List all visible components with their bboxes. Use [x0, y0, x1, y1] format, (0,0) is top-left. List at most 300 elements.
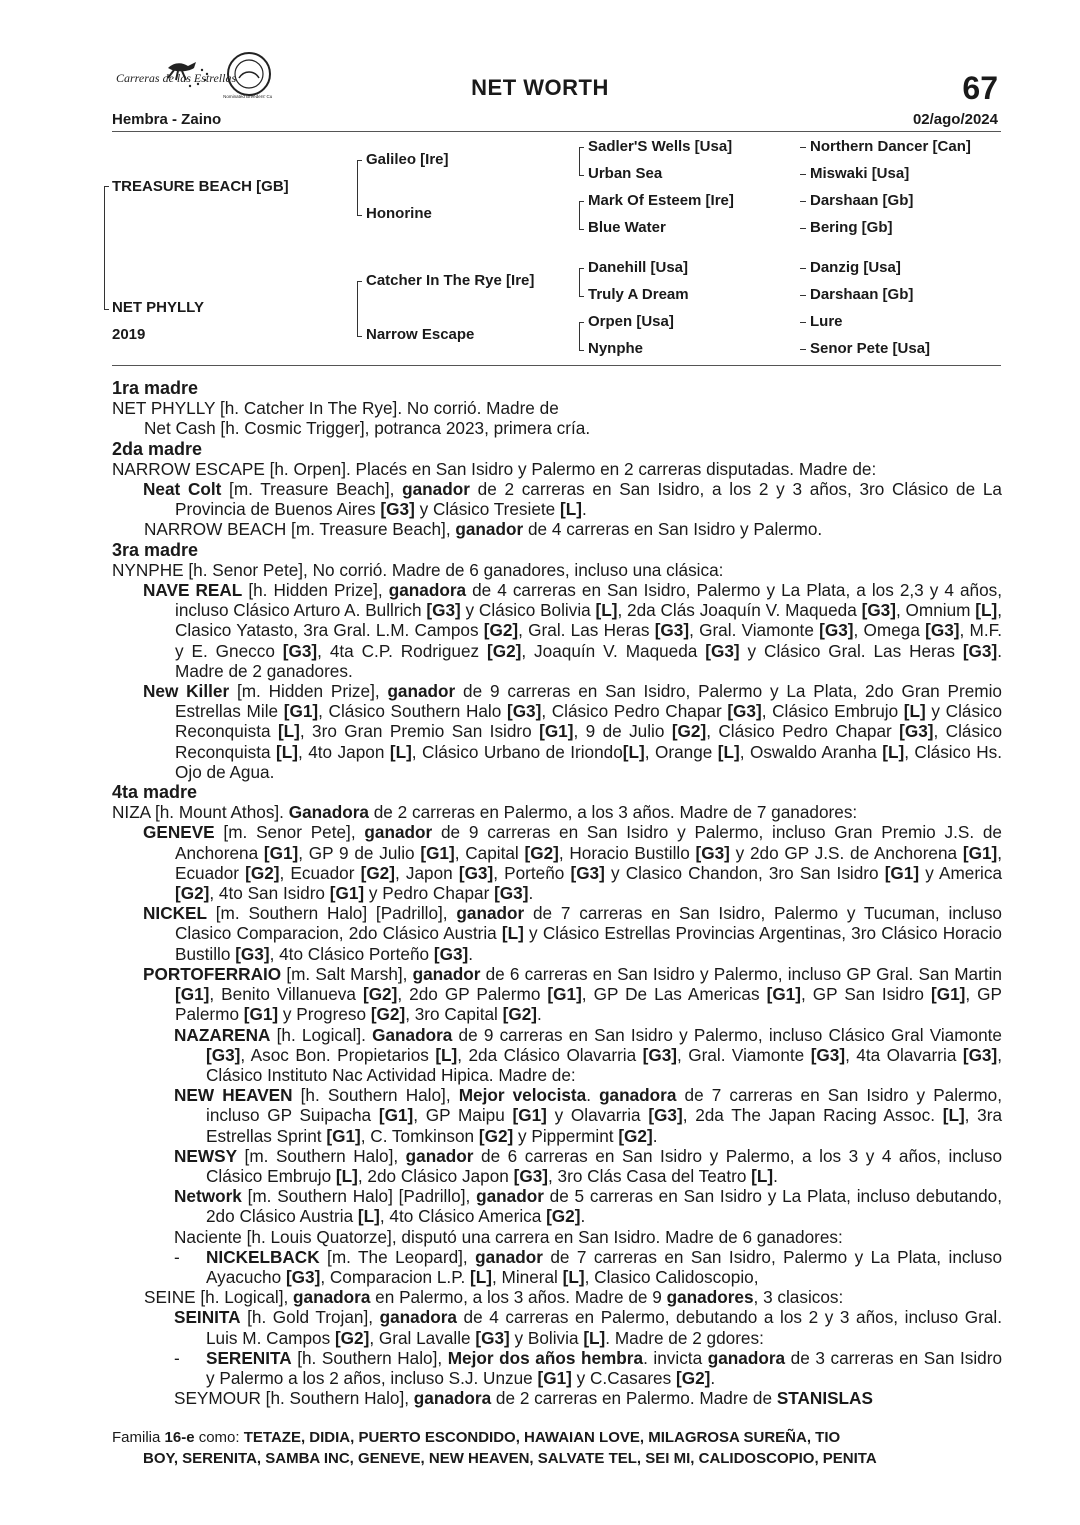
text-segment: [L] — [357, 1206, 380, 1227]
section-heading — [112, 540, 1002, 560]
text-segment: [G3] — [654, 620, 690, 641]
text-segment: SEYMOUR [h. Southern Halo], — [174, 1388, 414, 1409]
text-segment: Mejor dos años hembra — [447, 1347, 644, 1368]
text-segment: [G3] — [695, 842, 730, 863]
text-segment: de 6 carreras en San Isidro y Palermo, a los 3 y 4 años, incluso Clásico Embrujo — [206, 1145, 1002, 1186]
text-segment: Mejor velocista — [458, 1085, 587, 1106]
text-segment: , Clásico Instituto Nac Actividad Hipica. Madre de: — [206, 1044, 1002, 1085]
text-segment: [G1] — [539, 721, 574, 742]
text-segment: 2da madre — [112, 438, 203, 459]
text-segment: , 4ta Olavarria — [845, 1044, 963, 1065]
dash-g4-2 — [800, 174, 806, 175]
text-segment: [G2] — [671, 721, 707, 742]
text-segment: de 9 carreras en San Isidro y Palermo, incluso Clásico Gral Viamonte — [452, 1024, 1002, 1045]
text-segment: [G1] — [930, 984, 966, 1005]
text-segment: [G3] — [705, 640, 740, 661]
text-segment: de 2 carreras en Palermo. Madre de — [491, 1388, 777, 1409]
text-segment: , 4to San Isidro — [209, 883, 330, 904]
list-dash: - — [174, 1246, 180, 1267]
text-segment: ganador — [456, 903, 525, 924]
pedigree-divider — [112, 365, 1001, 366]
text-segment: . — [652, 1125, 658, 1146]
pedigree-g4-6: Darshaan [Gb] — [810, 286, 914, 303]
text-segment: , Benito Villanueva — [209, 984, 363, 1005]
text-segment: [G1] — [420, 842, 455, 863]
text-segment: , GP De Las Americas — [581, 984, 767, 1005]
text-segment: Naciente [h. Louis Quatorze], disputó una carrera en San Isidro. Madre de 6 ganadores: — [174, 1226, 843, 1247]
section-heading — [112, 439, 1002, 459]
text-segment: , GP 9 de Julio — [298, 842, 421, 863]
text-segment: [G2] — [245, 862, 280, 883]
dash-g4-4 — [800, 228, 806, 229]
text-segment: TETAZE, DIDIA, PUERTO ESCONDIDO, HAWAIAN LOVE, MILAGROSA SUREÑA, TIO — [243, 1429, 841, 1446]
text-segment: [G2] — [360, 862, 395, 883]
text-segment: en Palermo, a los 3 años. Madre de 9 — [370, 1287, 667, 1308]
text-segment: [G3] — [810, 1044, 846, 1065]
text-segment: [G2] — [618, 1125, 653, 1146]
paragraph — [112, 1307, 1002, 1347]
text-segment: ganador — [387, 681, 456, 702]
text-segment: ganadora — [379, 1307, 457, 1328]
text-segment: , 3ro Gran Premio San Isidro — [299, 721, 540, 742]
text-segment: [G1] — [263, 842, 299, 863]
text-segment: [G2] — [334, 1327, 370, 1348]
page-title: NET WORTH — [471, 75, 609, 100]
text-segment: SEINITA — [174, 1307, 241, 1328]
text-segment: , GP Maipu — [413, 1105, 513, 1126]
paragraph — [112, 1227, 1002, 1247]
text-segment: [G2] — [524, 842, 559, 863]
header-divider — [112, 131, 1001, 132]
text-segment: [G3] — [570, 862, 605, 883]
sale-date: 02/ago/2024 — [912, 111, 998, 128]
text-segment: y 2do GP J.S. de Anchorena — [729, 842, 963, 863]
text-segment: , GP Palermo — [175, 984, 1002, 1025]
text-segment: ganadores — [666, 1287, 754, 1308]
text-segment: [G3] — [433, 943, 469, 964]
text-segment: [L] — [562, 1266, 585, 1287]
text-segment: [G3] — [206, 1044, 241, 1065]
text-segment: y Bolivia — [509, 1327, 584, 1348]
text-segment: [G2] — [483, 620, 519, 641]
text-segment: [G2] — [546, 1206, 581, 1227]
text-segment: [L] — [751, 1165, 774, 1186]
family-line-1 — [112, 1427, 1001, 1448]
text-segment: , 9 de Julio — [573, 721, 672, 742]
pedigree-g4-8: Senor Pete [Usa] — [810, 340, 931, 357]
text-segment: Ganadora — [288, 802, 369, 823]
text-segment: ganador — [364, 822, 433, 843]
text-segment: y Clásico Tresiete — [414, 499, 560, 520]
text-segment: [L] — [717, 741, 740, 762]
pedigree-dam-year: 2019 — [112, 326, 146, 343]
text-segment: [L] — [882, 741, 905, 762]
text-segment: NEW HEAVEN — [174, 1085, 293, 1106]
text-segment: ganador — [455, 519, 524, 540]
paragraph — [112, 519, 1002, 539]
text-segment: [m. Salt Marsh], — [281, 963, 413, 984]
text-segment: de 3 carreras en San Isidro y Palermo a los 2 años, incluso S.J. Unzue — [206, 1347, 1002, 1388]
pedigree-g3-7: Orpen [Usa] — [588, 313, 674, 330]
text-segment: [L] — [276, 741, 298, 762]
text-segment: , Gral. Viamonte — [689, 620, 820, 641]
text-segment: [m. Senor Pete], — [214, 822, 365, 843]
text-segment: de 4 carreras en San Isidro y Palermo. — [523, 519, 823, 540]
text-segment: ganadora — [413, 1388, 492, 1409]
text-segment: , Japon — [394, 862, 459, 883]
text-segment: , Omnium — [895, 600, 976, 621]
bracket-gen3-c — [579, 268, 584, 297]
text-segment: [G1] — [283, 701, 319, 722]
text-segment: , Asoc Bon. Propietarios — [240, 1044, 436, 1065]
text-segment: Familia — [112, 1429, 165, 1446]
text-segment: [G1] — [175, 984, 210, 1005]
text-segment: y C.Casares — [571, 1367, 676, 1388]
text-segment: NIZA [h. Mount Athos]. — [112, 802, 289, 823]
family-line-2 — [112, 1448, 1001, 1469]
text-segment: GENEVE — [143, 822, 215, 843]
pedigree-g4-2: Miswaki [Usa] — [810, 165, 910, 182]
text-segment: de 7 carreras en San Isidro, Palermo y La Plata, incluso Ayacucho — [206, 1246, 1003, 1287]
paragraph — [112, 1085, 1002, 1146]
bracket-gen2-b — [357, 281, 362, 337]
paragraph — [112, 1025, 1002, 1086]
text-segment: , Clásico Embrujo — [761, 701, 904, 722]
text-segment: [G1] — [962, 842, 998, 863]
pedigree-g3-4: Blue Water — [588, 219, 666, 236]
text-segment: [G2] — [487, 640, 522, 661]
text-segment: [L] — [389, 741, 412, 762]
text-segment: , 2da Clásico Olavarria — [457, 1044, 643, 1065]
text-segment: [L] — [975, 600, 998, 621]
pedigree-sire: TREASURE BEACH [GB] — [112, 178, 289, 195]
text-segment: . — [580, 1206, 586, 1227]
text-segment: , Clásico Pedro Chapar — [706, 721, 900, 742]
pedigree-g3-3: Mark Of Esteem [Ire] — [588, 192, 734, 209]
text-segment: ganador — [405, 1145, 474, 1166]
text-segment: de 4 carreras en San Isidro, Palermo y La Plata, a los 2,3 y 4 años, incluso Clásico Arturo A. Bullrich — [175, 580, 1003, 621]
text-segment: [G2] — [175, 883, 210, 904]
dash-g4-3 — [800, 201, 806, 202]
text-segment: [G2] — [502, 1004, 538, 1025]
pedigree-g4-4: Bering [Gb] — [810, 219, 893, 236]
bracket-gen3-d — [579, 322, 584, 351]
text-segment: y Clásico Bolivia — [460, 600, 596, 621]
text-segment: Ganadora — [372, 1024, 453, 1045]
text-segment: [G3] — [899, 721, 934, 742]
text-segment: 4ta madre — [112, 782, 198, 803]
text-segment: [G1] — [243, 1004, 279, 1025]
pedigree-g3-6: Truly A Dream — [588, 286, 689, 303]
bracket-gen3-a — [579, 147, 584, 176]
text-segment: [h. Southern Halo], — [292, 1085, 459, 1106]
text-segment: [m. Hidden Prize], — [229, 681, 388, 702]
text-segment: , Clásico Reconquista — [175, 721, 1003, 762]
text-segment: ganador — [402, 479, 470, 500]
text-segment: [L] — [501, 923, 524, 944]
text-segment: [G3] — [426, 600, 461, 621]
dash-g4-1 — [800, 147, 806, 148]
pedigree-dam: NET PHYLLY — [112, 299, 204, 316]
text-segment: y Clásico Gral. Las Heras — [739, 640, 963, 661]
text-segment: , 2do GP Palermo — [397, 984, 548, 1005]
pedigree-g2-1: Galileo [Ire] — [366, 151, 449, 168]
dash-g4-6 — [800, 295, 806, 296]
paragraph — [112, 459, 1002, 479]
text-segment: [L] — [435, 1044, 458, 1065]
text-segment: , Clasico Yatasto, 3ra Gral. L.M. Campos — [175, 600, 1003, 641]
text-segment: de 9 carreras en San Isidro y Palermo, incluso Gran Premio J.S. de Anchorena — [175, 822, 1002, 863]
paragraph — [112, 964, 1002, 1025]
text-segment: [G1] — [766, 984, 801, 1005]
text-segment: de 2 carreras en San Isidro, a los 2 y 3 años, 3ro Clásico de La Provincia de Buenos Aires — [175, 479, 1002, 520]
pedigree-g2-2: Honorine — [366, 205, 432, 222]
text-segment: , Comparacion L.P. — [320, 1266, 471, 1287]
text-segment: , 3ro Capital — [405, 1004, 503, 1025]
text-segment: , Porteño — [493, 862, 571, 883]
text-segment: NAZARENA — [174, 1024, 271, 1045]
text-segment: ganadora — [707, 1347, 786, 1368]
paragraph — [112, 1388, 1002, 1408]
text-segment: [G3] — [380, 499, 415, 520]
text-segment: , Horacio Bustillo — [558, 842, 696, 863]
paragraph — [112, 418, 1002, 438]
text-segment: . invicta — [643, 1347, 708, 1368]
text-segment: como: — [194, 1429, 244, 1446]
text-segment: . — [537, 1004, 542, 1025]
text-segment: NICKEL — [143, 903, 207, 924]
text-segment: , Gral Lavalle — [369, 1327, 476, 1348]
bracket-gen3-b — [579, 201, 584, 230]
text-segment: . Madre de 2 gdores: — [605, 1327, 764, 1348]
text-segment: [G1] — [537, 1367, 572, 1388]
pedigree-g3-1: Sadler'S Wells [Usa] — [588, 138, 733, 155]
text-segment: NEWSY — [174, 1145, 238, 1166]
text-segment: de 6 carreras en San Isidro y Palermo, incluso GP Gral. San Martin — [480, 963, 1002, 984]
text-segment: [G1] — [547, 984, 582, 1005]
text-segment: Network — [174, 1186, 242, 1207]
text-segment: [G1] — [512, 1105, 547, 1126]
text-segment: , 2do Clásico Japon — [357, 1165, 514, 1186]
text-segment: [h. Logical]. — [270, 1024, 373, 1045]
text-segment: [G3] — [819, 620, 854, 641]
pedigree-g3-8: Nynphe — [588, 340, 644, 357]
text-segment: . — [528, 883, 534, 904]
text-segment: [L] — [595, 600, 618, 621]
text-segment: . — [586, 1085, 600, 1106]
text-segment: [L] — [622, 741, 645, 762]
text-segment: New Killer — [143, 681, 230, 702]
text-segment: ganadora — [388, 580, 467, 601]
text-segment: [m. Treasure Beach], — [221, 479, 403, 500]
text-segment: ganador — [476, 1186, 544, 1207]
pedigree-g4-1: Northern Dancer [Can] — [810, 138, 971, 155]
text-segment: [G3] — [962, 1044, 998, 1065]
text-segment: ganador — [475, 1246, 543, 1267]
text-segment: NICKELBACK — [206, 1246, 320, 1267]
list-dash: - — [174, 1347, 180, 1368]
paragraph — [112, 580, 1002, 681]
text-segment: [L] — [470, 1266, 492, 1287]
text-segment: Net Cash [h. Cosmic Trigger], potranca 2023, primera cría. — [144, 418, 591, 439]
text-segment: [G3] — [962, 640, 998, 661]
pedigree-g4-5: Danzig [Usa] — [810, 259, 901, 276]
text-segment: de 7 carreras en San Isidro, Palermo y Tucuman, incluso Clasico Comparacion, 2do Clásico Austria — [175, 903, 1002, 944]
paragraph — [112, 681, 1002, 782]
text-segment: , M.F. y E. Gnecco — [175, 620, 1002, 661]
dash-g4-7 — [800, 322, 806, 323]
text-segment: y Clasico Chandon, 3ro San Isidro — [604, 862, 885, 883]
paragraph — [112, 1287, 1002, 1307]
sex-color: Hembra - Zaino — [112, 111, 222, 128]
dam-line-body — [112, 378, 1002, 1408]
pedigree-g3-5: Danehill [Usa] — [588, 259, 689, 276]
text-segment: y Clásico Estrellas Provincias Argentinas, 3ro Clásico Horacio Bustillo — [175, 923, 1002, 964]
text-segment: y Olavarria — [546, 1105, 649, 1126]
text-segment: [G3] — [642, 1044, 677, 1065]
text-segment: [G3] — [494, 883, 529, 904]
text-segment: [L] — [942, 1105, 965, 1126]
text-segment: Neat Colt — [143, 479, 222, 500]
text-segment: [G2] — [370, 1004, 406, 1025]
text-segment: [G1] — [378, 1105, 414, 1126]
text-segment: y Pippermint — [513, 1125, 619, 1146]
text-segment: , Mineral — [491, 1266, 563, 1287]
text-segment: 1ra madre — [112, 378, 199, 398]
text-segment: [h. Hidden Prize], — [242, 580, 389, 601]
family-footer — [112, 1427, 1001, 1469]
text-segment: . — [581, 499, 587, 520]
text-segment: , Oswaldo Aranha — [739, 741, 883, 762]
text-segment: y Clásico Reconquista — [175, 701, 1003, 742]
text-segment: de 9 carreras en San Isidro, Palermo y La Plata, 2do Gran Premio Estrellas Mile — [175, 681, 1002, 722]
text-segment: , Capital — [454, 842, 525, 863]
text-segment: [G3] — [513, 1165, 548, 1186]
paragraph — [112, 560, 1002, 580]
text-segment: , Clásico Hs. Ojo de Agua. — [175, 741, 1003, 782]
text-segment: , Orange — [644, 741, 718, 762]
paragraph — [112, 479, 1002, 519]
text-segment: ganadora — [293, 1287, 371, 1308]
paragraph — [112, 802, 1002, 822]
dash-g4-5 — [800, 268, 806, 269]
text-segment: , 3ra Estrellas Sprint — [206, 1105, 1003, 1146]
text-segment: y Pedro Chapar — [364, 883, 495, 904]
text-segment: [h. Gold Trojan], — [240, 1307, 380, 1328]
text-segment: , 4to Clásico Porteño — [269, 943, 434, 964]
text-segment: , Gral. Las Heras — [518, 620, 655, 641]
text-segment: [L] — [903, 701, 926, 722]
text-segment: [G3] — [458, 862, 494, 883]
text-segment: , 3ro Clás Casa del Teatro — [547, 1165, 752, 1186]
text-segment: , Joaquín V. Maqueda — [521, 640, 706, 661]
text-segment: . — [468, 943, 474, 964]
text-segment: NYNPHE [h. Senor Pete], No corrió. Madre de 6 ganadores, incluso una clásica: — [112, 559, 724, 580]
text-segment: [G3] — [235, 943, 270, 964]
text-segment: , Clásico Urbano de Iriondo — [411, 741, 623, 762]
text-segment: [L] — [583, 1327, 606, 1348]
bracket-gen1 — [104, 186, 109, 310]
seal-text: Nominated Breeders' Cup — [223, 94, 272, 99]
text-segment: , C. Tomkinson — [360, 1125, 479, 1146]
text-segment: NAVE REAL — [143, 580, 243, 601]
text-segment: , 2da Clás Joaquín V. Maqueda — [617, 600, 862, 621]
text-segment: PORTOFERRAIO — [143, 963, 282, 984]
text-segment: [G1] — [326, 1125, 361, 1146]
text-segment: [G1] — [884, 862, 920, 883]
text-segment: [G2] — [362, 984, 398, 1005]
text-segment: [G1] — [329, 883, 365, 904]
paragraph — [112, 903, 1002, 964]
text-segment: [G3] — [861, 600, 896, 621]
text-segment: ganadora — [599, 1085, 677, 1106]
text-segment: [L] — [335, 1165, 358, 1186]
paragraph — [112, 1247, 1002, 1287]
text-segment: . Madre de 2 ganadores. — [175, 640, 1002, 681]
text-segment: [G2] — [675, 1367, 711, 1388]
text-segment: NET PHYLLY [h. Catcher In The Rye]. No corrió. Madre de — [112, 398, 559, 419]
text-segment: . — [773, 1165, 778, 1186]
text-segment: ganador — [412, 963, 481, 984]
pedigree-g4-7: Lure — [810, 313, 843, 330]
text-segment: de 2 carreras en Palermo, a los 3 años. Madre de 7 ganadores: — [368, 802, 858, 823]
text-segment: , Omega — [853, 620, 926, 641]
text-segment: , 4ta C.P. Rodriguez — [317, 640, 487, 661]
text-segment: [G2] — [478, 1125, 514, 1146]
text-segment: 16-e — [164, 1429, 195, 1446]
section-heading — [112, 378, 1002, 398]
text-segment: STANISLAS — [776, 1388, 873, 1409]
bracket-gen2-a — [357, 160, 362, 216]
text-segment: de 7 carreras en San Isidro y Palermo, incluso GP Suipacha — [206, 1085, 1002, 1126]
text-segment: [G3] — [648, 1105, 683, 1126]
text-segment: [m. Southern Halo] [Padrillo], — [206, 903, 457, 924]
text-segment: BOY, SERENITA, SAMBA INC, GENEVE, NEW HEAVEN, SALVATE TEL, SEI MI, CALIDOSCOPIO, PENITA — [143, 1450, 877, 1467]
paragraph — [112, 398, 1002, 418]
text-segment: , Ecuador — [279, 862, 361, 883]
text-segment: , Ecuador — [175, 842, 1003, 883]
pedigree-g2-4: Narrow Escape — [366, 326, 475, 343]
text-segment: , 4to Clásico America — [379, 1206, 547, 1227]
text-segment: , Clasico Calidoscopio, — [584, 1266, 759, 1287]
text-segment: , 3 clasicos: — [753, 1287, 844, 1308]
text-segment: de 5 carreras en San Isidro y La Plata, incluso debutando, 2do Clásico Austria — [206, 1186, 1002, 1227]
text-segment: 3ra madre — [112, 539, 199, 560]
pedigree-g2-3: Catcher In The Rye [Ire] — [366, 272, 535, 289]
text-segment: NARROW ESCAPE [h. Orpen]. Placés en San Isidro y Palermo en 2 carreras disputadas. Madre de: — [112, 458, 877, 479]
text-segment: [m. Southern Halo], — [237, 1145, 406, 1166]
paragraph — [112, 1348, 1002, 1388]
text-segment: , Gral. Viamonte — [677, 1044, 811, 1065]
text-segment: [G3] — [475, 1327, 510, 1348]
paragraph — [112, 822, 1002, 903]
text-segment: , 4to Japon — [297, 741, 390, 762]
paragraph — [112, 1146, 1002, 1186]
text-segment: NARROW BEACH [m. Treasure Beach], — [144, 519, 456, 540]
text-segment: de 4 carreras en Palermo, debutando a los 2 y 3 años, incluso Gral. Luis M. Campos — [206, 1307, 1002, 1348]
text-segment: [m. Southern Halo] [Padrillo], — [241, 1186, 477, 1207]
text-segment: [G3] — [506, 701, 542, 722]
dash-g4-8 — [800, 349, 806, 350]
text-segment: [G3] — [282, 640, 318, 661]
text-segment: , Clásico Southern Halo — [318, 701, 507, 722]
text-segment: , 2da The Japan Racing Assoc. — [682, 1105, 943, 1126]
pedigree-g3-2: Urban Sea — [588, 165, 663, 182]
paragraph — [112, 1186, 1002, 1226]
text-segment: SEINE [h. Logical], — [144, 1287, 294, 1308]
logo-text: Carreras de las Estrellas — [116, 71, 237, 85]
lot-number: 67 — [962, 70, 998, 106]
